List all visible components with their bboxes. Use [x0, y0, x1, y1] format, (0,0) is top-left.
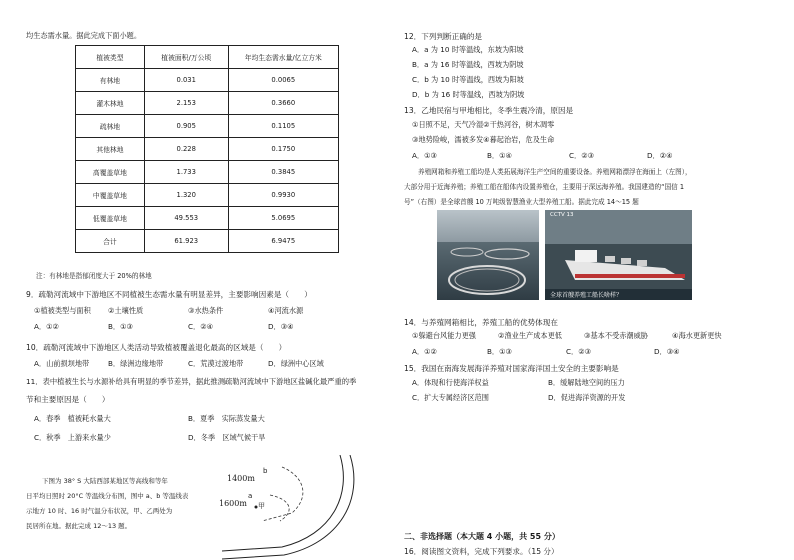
- table-cell: 疏林地: [76, 115, 145, 138]
- table-cell: 6.9475: [228, 230, 338, 253]
- q14-item-2: ②渔业生产成本更低: [498, 331, 562, 340]
- table-cell: 5.0695: [228, 207, 338, 230]
- table-cell: 中覆盖草地: [76, 184, 145, 207]
- aquaculture-ship-photo: [545, 210, 692, 300]
- q14-option-a[interactable]: A．①②: [412, 347, 437, 356]
- question-16: 16．阅读图文资料，完成下列要求。（15 分）: [404, 547, 559, 556]
- q9-option-d[interactable]: D．③④: [268, 322, 294, 331]
- table-note: 注：有林地是指郁闭度大于 20%的林地: [36, 272, 152, 280]
- q11-option-c[interactable]: C．秋季 上游来水量少: [34, 433, 111, 442]
- q9-item-2: ②土壤性质: [108, 306, 144, 315]
- table-cell: 2.153: [144, 92, 228, 115]
- question-15: 15．我国在南海发展海洋养殖对国家海洋国土安全的主要影响是: [404, 364, 619, 373]
- question-11-line2: 节和主要原因是（ ）: [26, 395, 110, 404]
- contour-label-1600: 1600m: [219, 499, 247, 508]
- q9-option-b[interactable]: B．①③: [108, 322, 134, 331]
- q13-items-line1: ①日照不足，天气冷湿②干热河谷，树木凋零: [412, 120, 555, 129]
- q9-option-a[interactable]: A．①②: [34, 322, 59, 331]
- table-cell: 高覆盖草地: [76, 161, 145, 184]
- table-row: [76, 184, 339, 207]
- passage2-line2: 日平均日照时 20°C 等温线分布图，图中 a、b 等温线表: [26, 492, 189, 500]
- table-cell: 0.3660: [228, 92, 338, 115]
- q10-option-c[interactable]: C．荒漠过渡地带: [188, 359, 244, 368]
- q12-option-d[interactable]: D．b 为 16 时等温线，西坡为阴坡: [412, 90, 525, 99]
- table-cell: 0.3845: [228, 161, 338, 184]
- q13-option-a[interactable]: A．①③: [412, 151, 437, 160]
- q11-option-a[interactable]: A．春季 植被耗水量大: [34, 414, 111, 423]
- table-cell: 有林地: [76, 69, 145, 92]
- isotherm-label-b: b: [263, 467, 268, 475]
- q15-option-a[interactable]: A．体现和行使海洋权益: [412, 378, 489, 387]
- q9-item-3: ③水热条件: [188, 306, 224, 315]
- table-cell: 灌木林地: [76, 92, 145, 115]
- q14-option-c[interactable]: C．②③: [566, 347, 592, 356]
- question-13: 13．乙地民宿与甲地相比，冬季生震冷清，原因是: [404, 106, 574, 115]
- q13-option-d[interactable]: D．②④: [647, 151, 673, 160]
- q13-option-c[interactable]: C．②③: [569, 151, 595, 160]
- q13-items-line2: ③地势险峻，濡被多发④暮起治岩，危及生命: [412, 135, 555, 144]
- table-cell: 0.0065: [228, 69, 338, 92]
- question-10: 10．疏勒河流域中下游地区人类活动导致植被覆盖退化最高的区域是（ ）: [26, 343, 287, 352]
- passage2-line1: 下图为 38° S 大陆西部某地区等高线和等年: [42, 477, 168, 485]
- q15-option-c[interactable]: C．扩大专属经济区范围: [412, 393, 489, 402]
- q10-option-d[interactable]: D．绿洲中心区域: [268, 359, 324, 368]
- table-cell: 低覆盖草地: [76, 207, 145, 230]
- q14-option-b[interactable]: B．①③: [487, 347, 513, 356]
- q14-item-1: ①躲避台风能力更强: [412, 331, 476, 340]
- table-cell: 其他林地: [76, 138, 145, 161]
- q11-option-b[interactable]: B．夏季 实际蒸发量大: [188, 414, 265, 423]
- table-row: [76, 69, 339, 92]
- q14-item-3: ③基本不受赤潮威胁: [584, 331, 648, 340]
- tv-logo: CCTV 13: [550, 212, 574, 218]
- question-12: 12．下列判断正确的是: [404, 32, 483, 41]
- table-cell: 0.9930: [228, 184, 338, 207]
- q12-option-c[interactable]: C．b 为 10 时等温线，西坡为阳坡: [412, 75, 524, 84]
- table-cell: 61.923: [144, 230, 228, 253]
- table-row: [76, 92, 339, 115]
- q14-option-d[interactable]: D．③④: [654, 347, 680, 356]
- table-cell: 0.228: [144, 138, 228, 161]
- table-cell: 1.320: [144, 184, 228, 207]
- q13-option-b[interactable]: B．①④: [487, 151, 513, 160]
- fish-cage-photo: [437, 210, 539, 300]
- q11-option-d[interactable]: D．冬季 区域气候干旱: [188, 433, 266, 442]
- table-header-cell: 植被面积/万公顷: [144, 46, 228, 69]
- table-cell: 1.733: [144, 161, 228, 184]
- table-row: [76, 115, 339, 138]
- q15-option-b[interactable]: B．缓解陆地空间的压力: [548, 378, 625, 387]
- table-cell: 合计: [76, 230, 145, 253]
- q15-option-d[interactable]: D．促进海洋资源的开发: [548, 393, 626, 402]
- table-row: [76, 138, 339, 161]
- table-row: [76, 161, 339, 184]
- table-cell: 0.1105: [228, 115, 338, 138]
- passage3-line2: 大部分用于近海养殖；养殖工船在船体内设置养殖仓，主要用于深远海养殖。我国建造的“国信 1: [404, 183, 685, 191]
- section-2-heading: 二、非选择题（本大题 4 小题，共 55 分）: [404, 532, 560, 541]
- contour-label-1400: 1400m: [227, 474, 255, 483]
- passage3-line1: 养殖网箱和养殖工船均是人类拓展海洋生产空间的重要设备。养殖网箱漂浮在海面上（左图），: [418, 168, 692, 176]
- table-row: [76, 207, 339, 230]
- vegetation-table: [75, 45, 339, 253]
- q14-item-4: ④海水更新更快: [672, 331, 722, 340]
- q10-option-a[interactable]: A．山前损坝地带: [34, 359, 90, 368]
- passage-intro: 均生态需水量。据此完成下面小题。: [26, 31, 142, 40]
- q10-option-b[interactable]: B．绿洲边缘地带: [108, 359, 164, 368]
- question-11-line1: 11．表中植被生长与水源补给具有明显的季节差异，据此推测疏勒河流域中下游地区盐碱化最严重的季: [26, 377, 357, 386]
- table-cell: 0.1750: [228, 138, 338, 161]
- question-14: 14．与养殖网箱相比，养殖工船的优势体现在: [404, 318, 558, 327]
- passage2-line4: 民居所在地。据此完成 12～13 题。: [26, 522, 132, 530]
- passage2-line3: 示地方 10 时、16 时气温分布状况，甲、乙两处为: [26, 507, 173, 515]
- q12-option-b[interactable]: B．a 为 16 时等温线，西坡为阴坡: [412, 60, 524, 69]
- photo-caption: 全球首艘养殖工船长啥样？: [550, 292, 623, 299]
- table-header-row: [76, 46, 339, 69]
- q9-item-1: ①植被类型与面积: [34, 306, 91, 315]
- q12-option-a[interactable]: A．a 为 10 时等温线，东坡为阳坡: [412, 45, 524, 54]
- isotherm-label-a: a: [248, 492, 253, 500]
- question-9: 9．疏勒河流域中下游地区不同植被生态需水量有明显差异，主要影响因素是（ ）: [26, 290, 312, 299]
- q9-option-c[interactable]: C．②④: [188, 322, 214, 331]
- location-jia: 甲: [258, 502, 265, 510]
- table-header-cell: 年均生态需水量/亿立方米: [228, 46, 338, 69]
- table-header-cell: 植被类型: [76, 46, 145, 69]
- table-cell: 49.553: [144, 207, 228, 230]
- passage3-line3: 号”（右图）是全球首艘 10 万吨级智慧渔业大型养殖工船。据此完成 14～15 题: [404, 198, 639, 206]
- table-row: [76, 230, 339, 253]
- table-cell: 0.905: [144, 115, 228, 138]
- table-cell: 0.031: [144, 69, 228, 92]
- q9-item-4: ④河流水源: [268, 306, 304, 315]
